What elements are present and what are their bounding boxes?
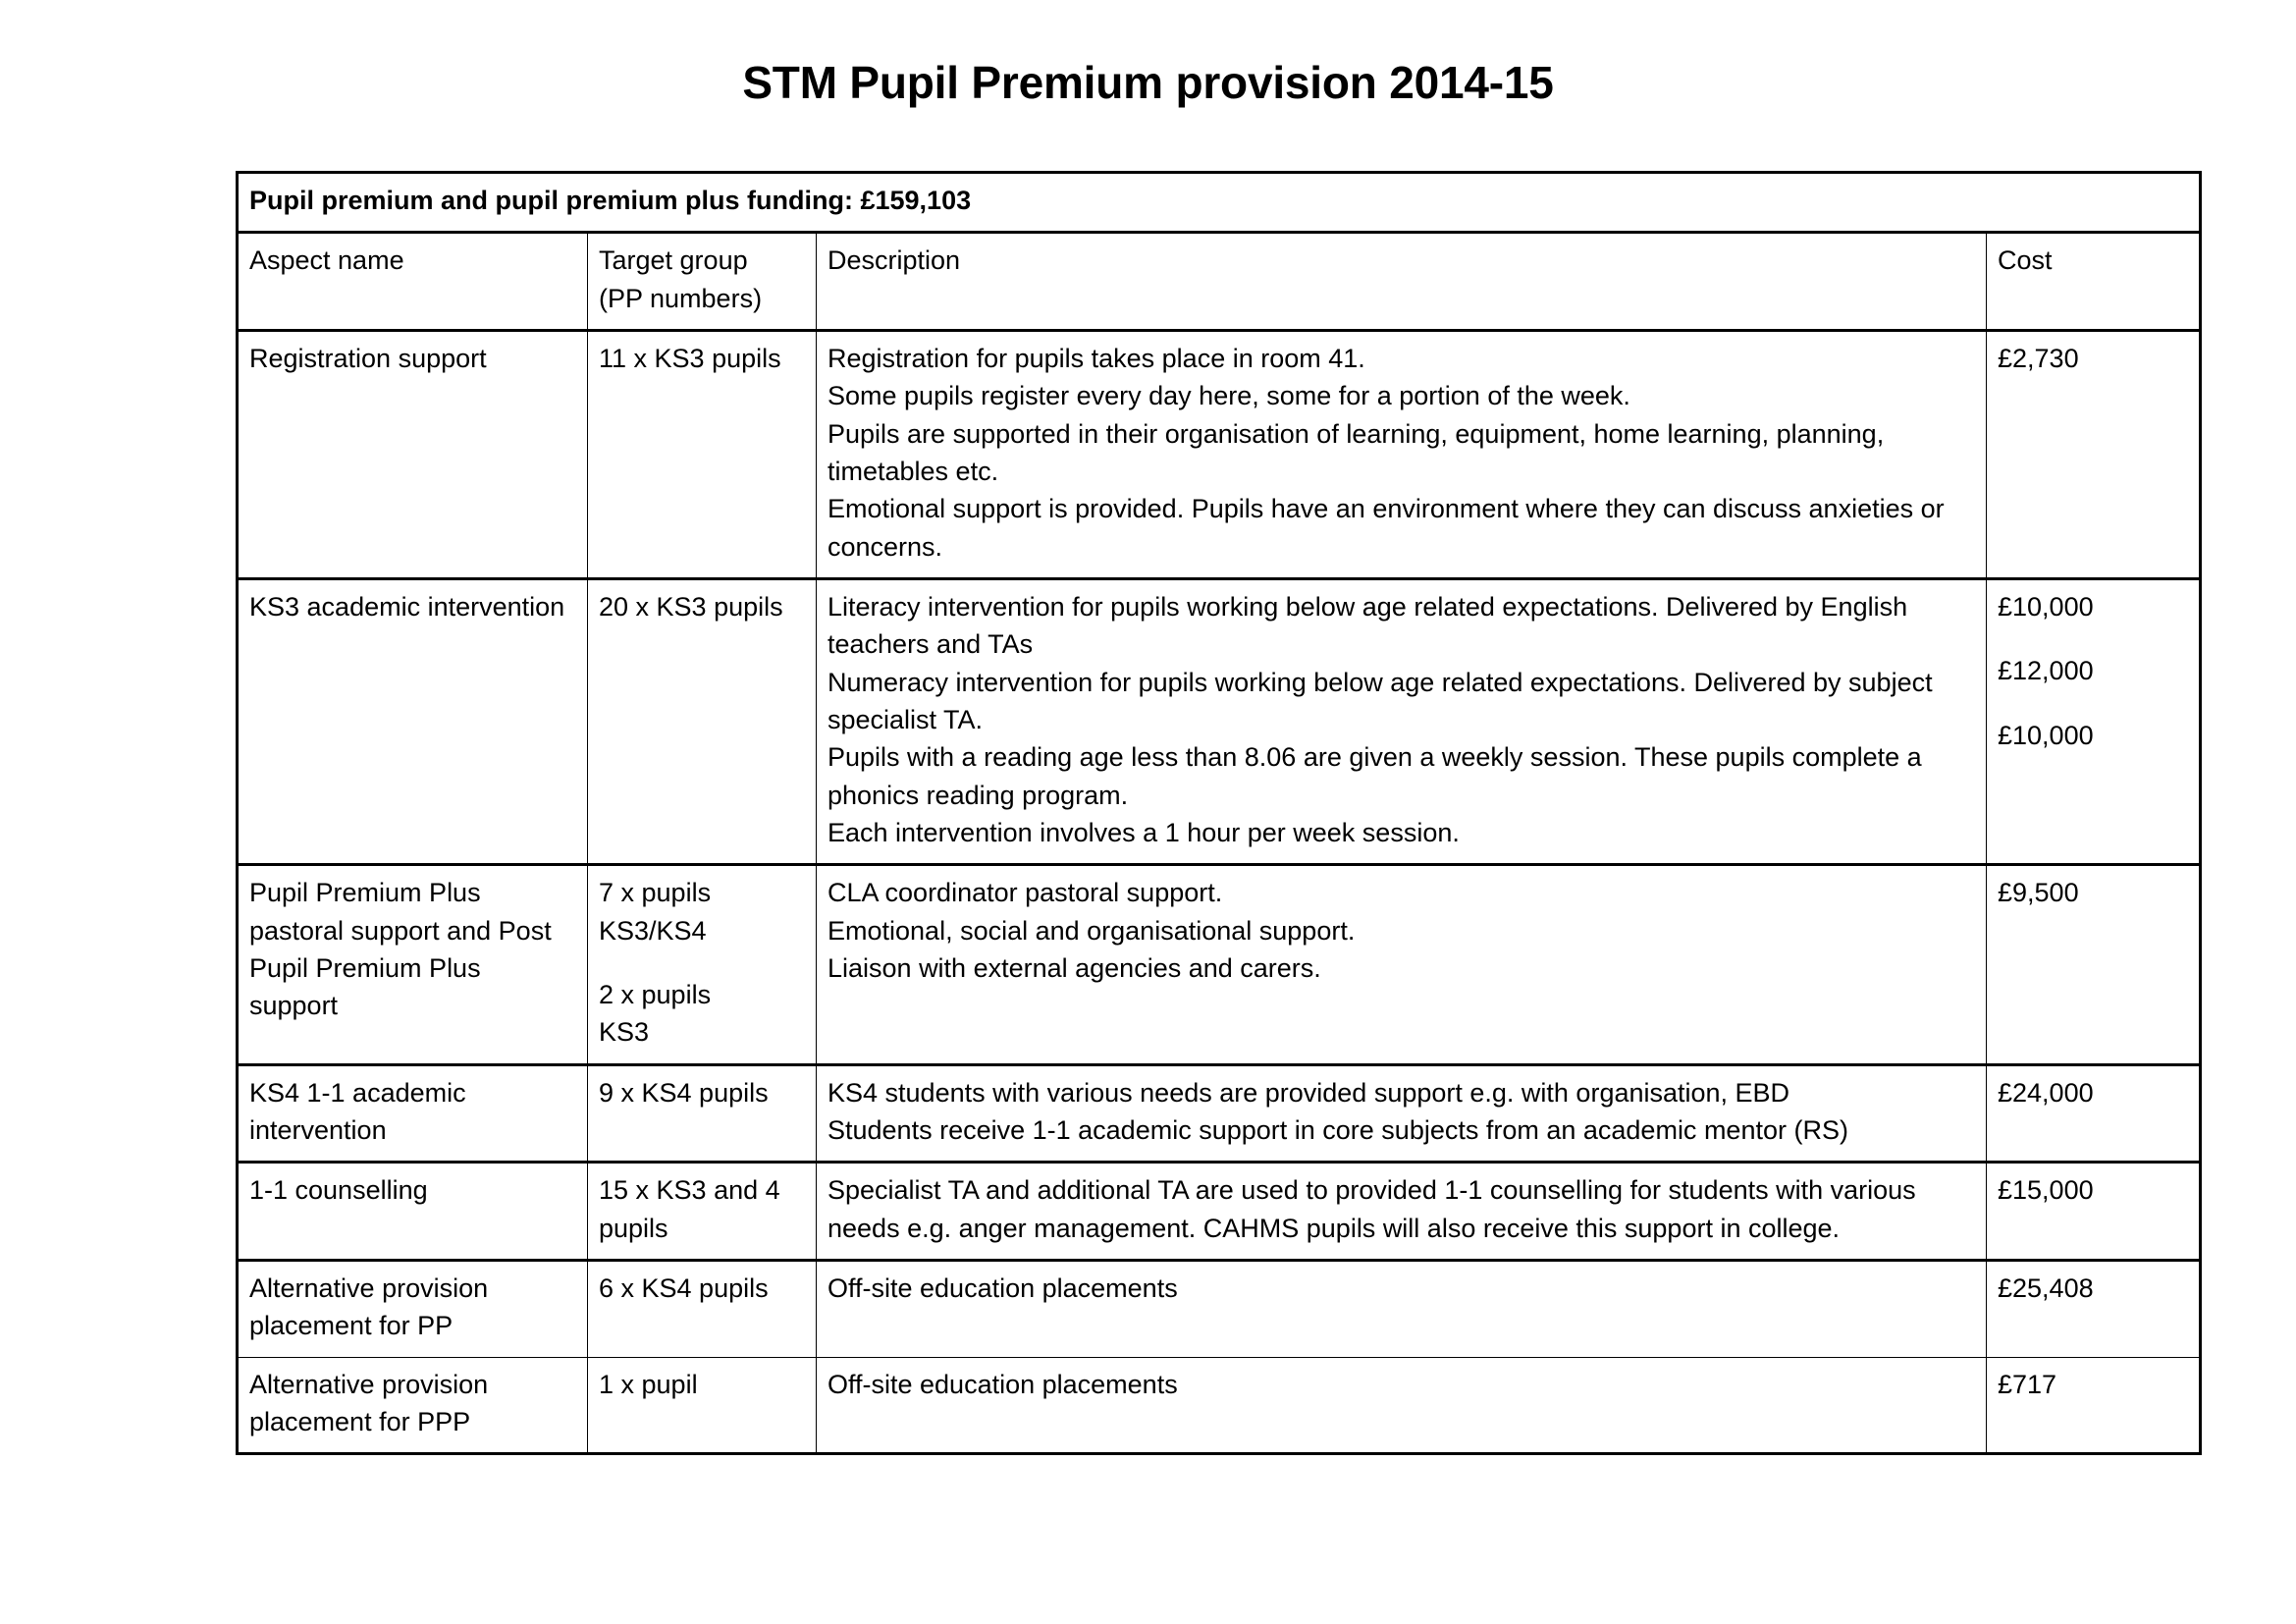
table-header-row xyxy=(238,233,2201,331)
description-line: Pupils with a reading age less than 8.06 are given a weekly session. These pupils complete a phonics reading program. xyxy=(828,742,1922,810)
cost-spacer xyxy=(1998,690,2188,717)
cell-description xyxy=(817,1357,1987,1454)
table-row xyxy=(238,578,2201,864)
cost-value: £9,500 xyxy=(1998,878,2079,908)
table-row xyxy=(238,865,2201,1064)
pupil-premium-table xyxy=(236,171,2202,1455)
cell-description xyxy=(817,865,1987,1064)
target-line: 20 x KS3 pupils xyxy=(599,591,783,622)
cell-target-group xyxy=(588,330,817,578)
cost-value: £2,730 xyxy=(1998,343,2079,373)
description-line: Some pupils register every day here, some for a portion of the week. xyxy=(828,381,1630,411)
cell-aspect-name: Alternative provision placement for PPP xyxy=(238,1357,588,1454)
cell-target-group xyxy=(588,1064,817,1163)
table-row xyxy=(238,1357,2201,1454)
description-line: KS4 students with various needs are provided support e.g. with organisation, EBD xyxy=(828,1077,1790,1108)
cell-cost xyxy=(1987,1163,2201,1261)
cost-value: £10,000 xyxy=(1998,591,2094,622)
cell-aspect-name: Pupil Premium Plus pastoral support and Post Pupil Premium Plus support xyxy=(238,865,588,1064)
target-line: KS3/KS4 xyxy=(599,915,707,946)
cell-aspect-name: Registration support xyxy=(238,330,588,578)
description-line: Each intervention involves a 1 hour per week session. xyxy=(828,817,1460,847)
target-spacer xyxy=(599,949,805,976)
description-line: Pupils are supported in their organisation of learning, equipment, home learning, planning, timetables etc. xyxy=(828,418,1885,486)
table-row xyxy=(238,330,2201,578)
description-line: Off-site education placements xyxy=(828,1272,1178,1303)
cost-value: £15,000 xyxy=(1998,1175,2094,1206)
cell-cost xyxy=(1987,1064,2201,1163)
cell-cost xyxy=(1987,578,2201,864)
target-line: 15 x KS3 and 4 pupils xyxy=(599,1175,780,1243)
cell-description xyxy=(817,578,1987,864)
column-header-target-group xyxy=(588,233,817,331)
target-line: 2 x pupils xyxy=(599,979,712,1009)
funding-heading-row xyxy=(238,173,2201,233)
page-title: STM Pupil Premium provision 2014-15 xyxy=(742,57,1554,108)
cell-target-group xyxy=(588,1357,817,1454)
cell-description xyxy=(817,1064,1987,1163)
cell-aspect-name: KS3 academic intervention xyxy=(238,578,588,864)
cost-value: £717 xyxy=(1998,1369,2057,1399)
description-line: Numeracy intervention for pupils working below age related expectations. Delivered by subject specialist TA. xyxy=(828,667,1933,734)
cell-target-group xyxy=(588,578,817,864)
cell-target-group xyxy=(588,1260,817,1357)
cost-value: £25,408 xyxy=(1998,1272,2094,1303)
column-header-description: Description xyxy=(817,233,1987,331)
table-row xyxy=(238,1260,2201,1357)
table-row xyxy=(238,1163,2201,1261)
description-line: Students receive 1-1 academic support in core subjects from an academic mentor (RS) xyxy=(828,1114,1848,1145)
cell-cost xyxy=(1987,1357,2201,1454)
cell-aspect-name: 1-1 counselling xyxy=(238,1163,588,1261)
description-line: Literacy intervention for pupils working below age related expectations. Delivered by English teachers and TAs xyxy=(828,591,1908,660)
cell-target-group xyxy=(588,1163,817,1261)
target-line: 11 x KS3 pupils xyxy=(599,343,781,373)
description-line: Emotional, social and organisational support. xyxy=(828,915,1356,946)
cell-target-group xyxy=(588,865,817,1064)
target-line: 6 x KS4 pupils xyxy=(599,1272,769,1303)
cell-cost xyxy=(1987,1260,2201,1357)
cell-aspect-name: KS4 1-1 academic intervention xyxy=(238,1064,588,1163)
table-row xyxy=(238,1064,2201,1163)
description-line: Registration for pupils takes place in room 41. xyxy=(828,343,1365,373)
target-line: KS3 xyxy=(599,1017,650,1048)
column-header-cost: Cost xyxy=(1987,233,2201,331)
funding-heading: Pupil premium and pupil premium plus funding: £159,103 xyxy=(238,173,2201,233)
cell-description xyxy=(817,330,1987,578)
target-group-label-line1: Target group xyxy=(599,245,748,276)
target-line: 7 x pupils xyxy=(599,878,712,908)
cell-aspect-name: Alternative provision placement for PP xyxy=(238,1260,588,1357)
column-header-aspect-name: Aspect name xyxy=(238,233,588,331)
cell-cost xyxy=(1987,330,2201,578)
description-line: Liaison with external agencies and carers. xyxy=(828,952,1321,983)
description-line: Emotional support is provided. Pupils have an environment where they can discuss anxieties or concerns. xyxy=(828,494,1945,562)
cost-value: £10,000 xyxy=(1998,720,2094,750)
description-line: Off-site education placements xyxy=(828,1369,1178,1399)
target-line: 9 x KS4 pupils xyxy=(599,1077,769,1108)
cell-description xyxy=(817,1163,1987,1261)
pupil-premium-table-wrapper xyxy=(236,171,2199,1455)
cell-description xyxy=(817,1260,1987,1357)
cost-value: £12,000 xyxy=(1998,656,2094,686)
target-line: 1 x pupil xyxy=(599,1369,698,1399)
cost-spacer xyxy=(1998,625,2188,652)
description-line: CLA coordinator pastoral support. xyxy=(828,878,1223,908)
target-group-label-line2: (PP numbers) xyxy=(599,283,763,313)
cell-cost xyxy=(1987,865,2201,1064)
description-line: Specialist TA and additional TA are used to provided 1-1 counselling for students with various needs e.g. anger management. CAHMS pupils will also receive this support in college. xyxy=(828,1175,1916,1243)
cost-value: £24,000 xyxy=(1998,1077,2094,1108)
